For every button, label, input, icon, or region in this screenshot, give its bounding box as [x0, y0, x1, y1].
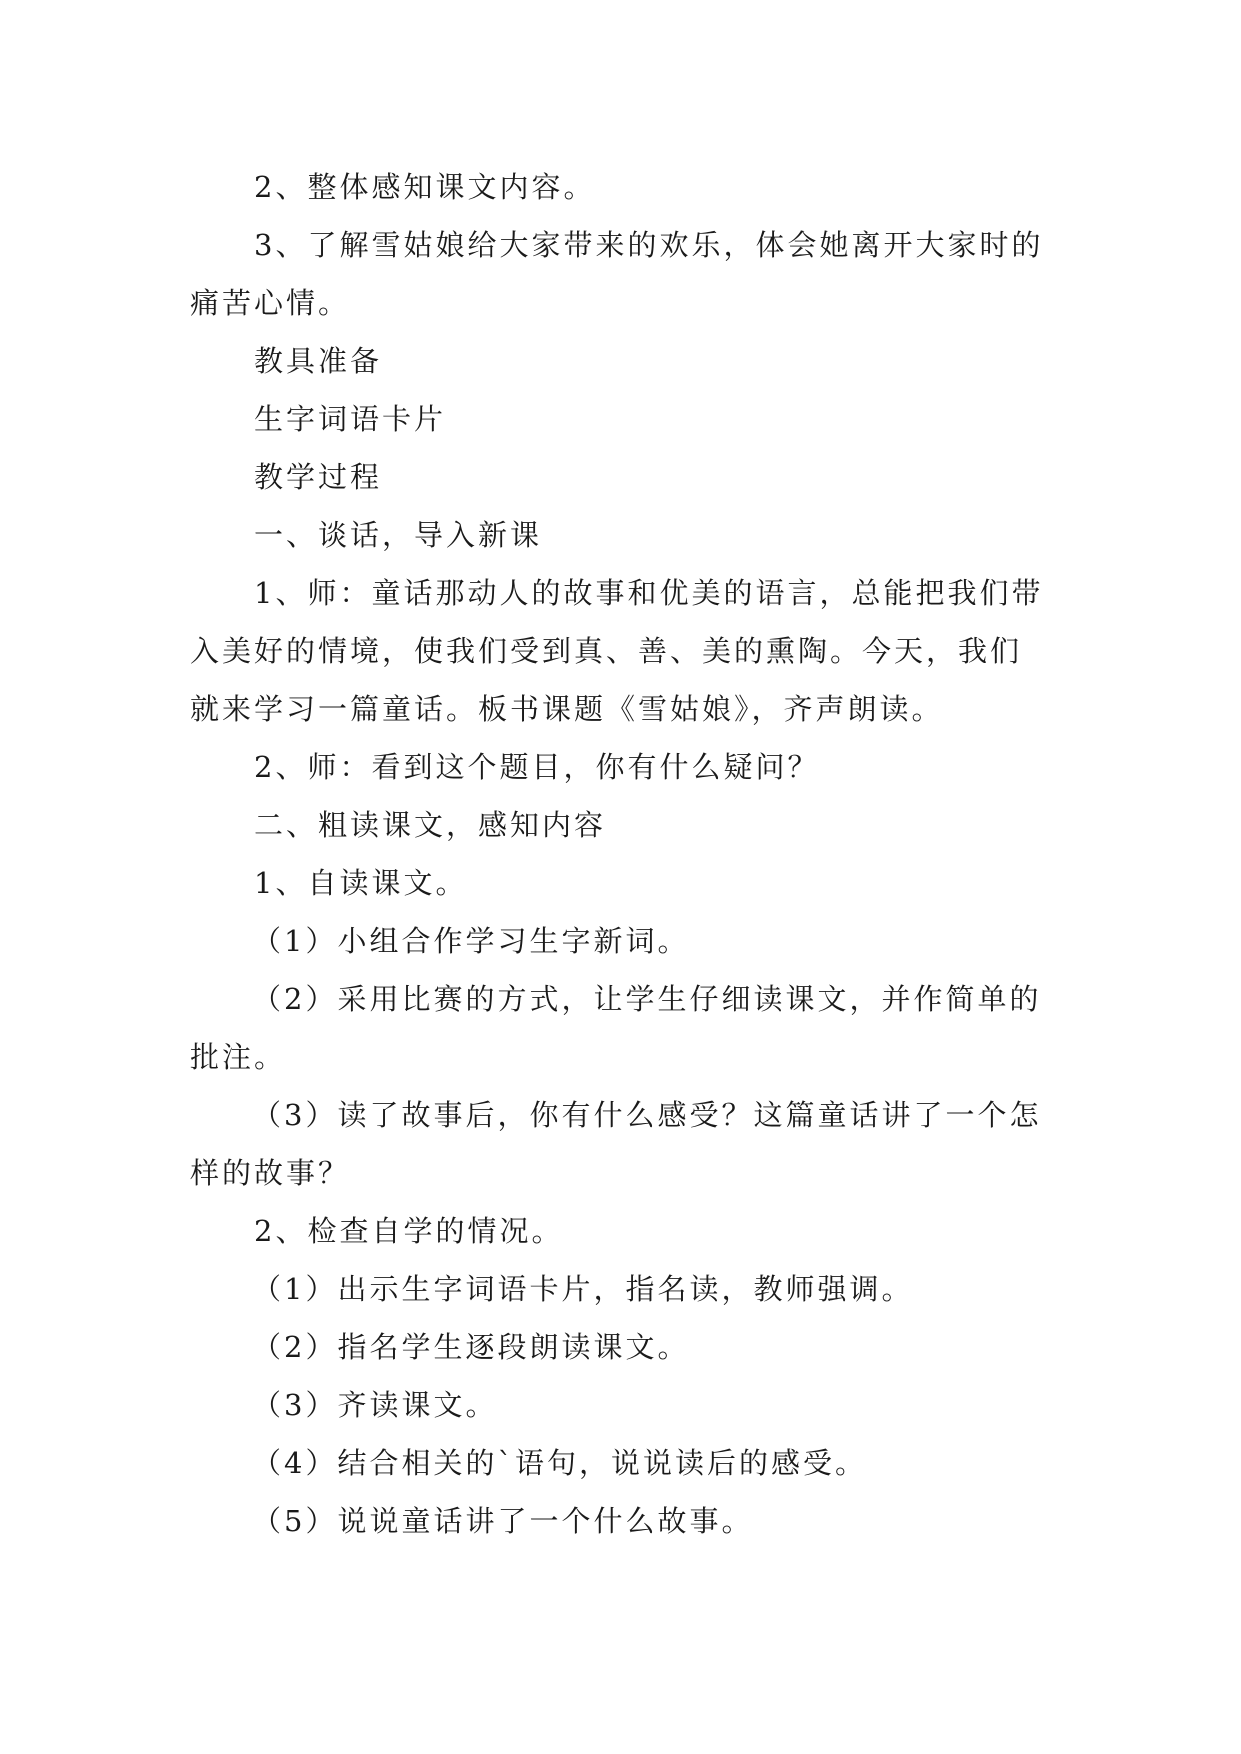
- paragraph: 生字词语卡片: [254, 402, 447, 436]
- section-heading: 一、谈话，导入新课: [254, 518, 543, 552]
- section-heading: 教学过程: [254, 460, 383, 494]
- list-item: （2）采用比赛的方式，让学生仔细读课文，并作简单的批注。: [190, 982, 1042, 1074]
- paragraph: 2、整体感知课文内容。: [254, 170, 596, 204]
- paragraph: 1、自读课文。: [254, 866, 468, 900]
- paragraph: 1、师：童话那动人的故事和优美的语言，总能把我们带入美好的情境，使我们受到真、善、美的熏陶。今天，我们就来学习一篇童话。板书课题《雪姑娘》，齐声朗读。: [190, 576, 1044, 726]
- paragraph: 3、了解雪姑娘给大家带来的欢乐，体会她离开大家时的痛苦心情。: [190, 228, 1044, 320]
- list-item: （1）小组合作学习生字新词。: [252, 924, 690, 958]
- paragraph: 2、检查自学的情况。: [254, 1214, 564, 1248]
- section-heading: 教具准备: [254, 344, 383, 378]
- document-body: [190, 158, 1052, 1550]
- list-item: （2）指名学生逐段朗读课文。: [252, 1330, 690, 1364]
- list-item: （3）读了故事后，你有什么感受？这篇童话讲了一个怎样的故事？: [190, 1098, 1042, 1190]
- list-item: （3）齐读课文。: [252, 1388, 498, 1422]
- section-heading: 二、粗读课文，感知内容: [254, 808, 607, 842]
- paragraph: 2、师：看到这个题目，你有什么疑问？: [254, 750, 820, 784]
- list-item: （4）结合相关的`语句，说说读后的感受。: [252, 1446, 867, 1480]
- list-item: （1）出示生字词语卡片，指名读，教师强调。: [252, 1272, 914, 1306]
- list-item: （5）说说童话讲了一个什么故事。: [252, 1504, 754, 1538]
